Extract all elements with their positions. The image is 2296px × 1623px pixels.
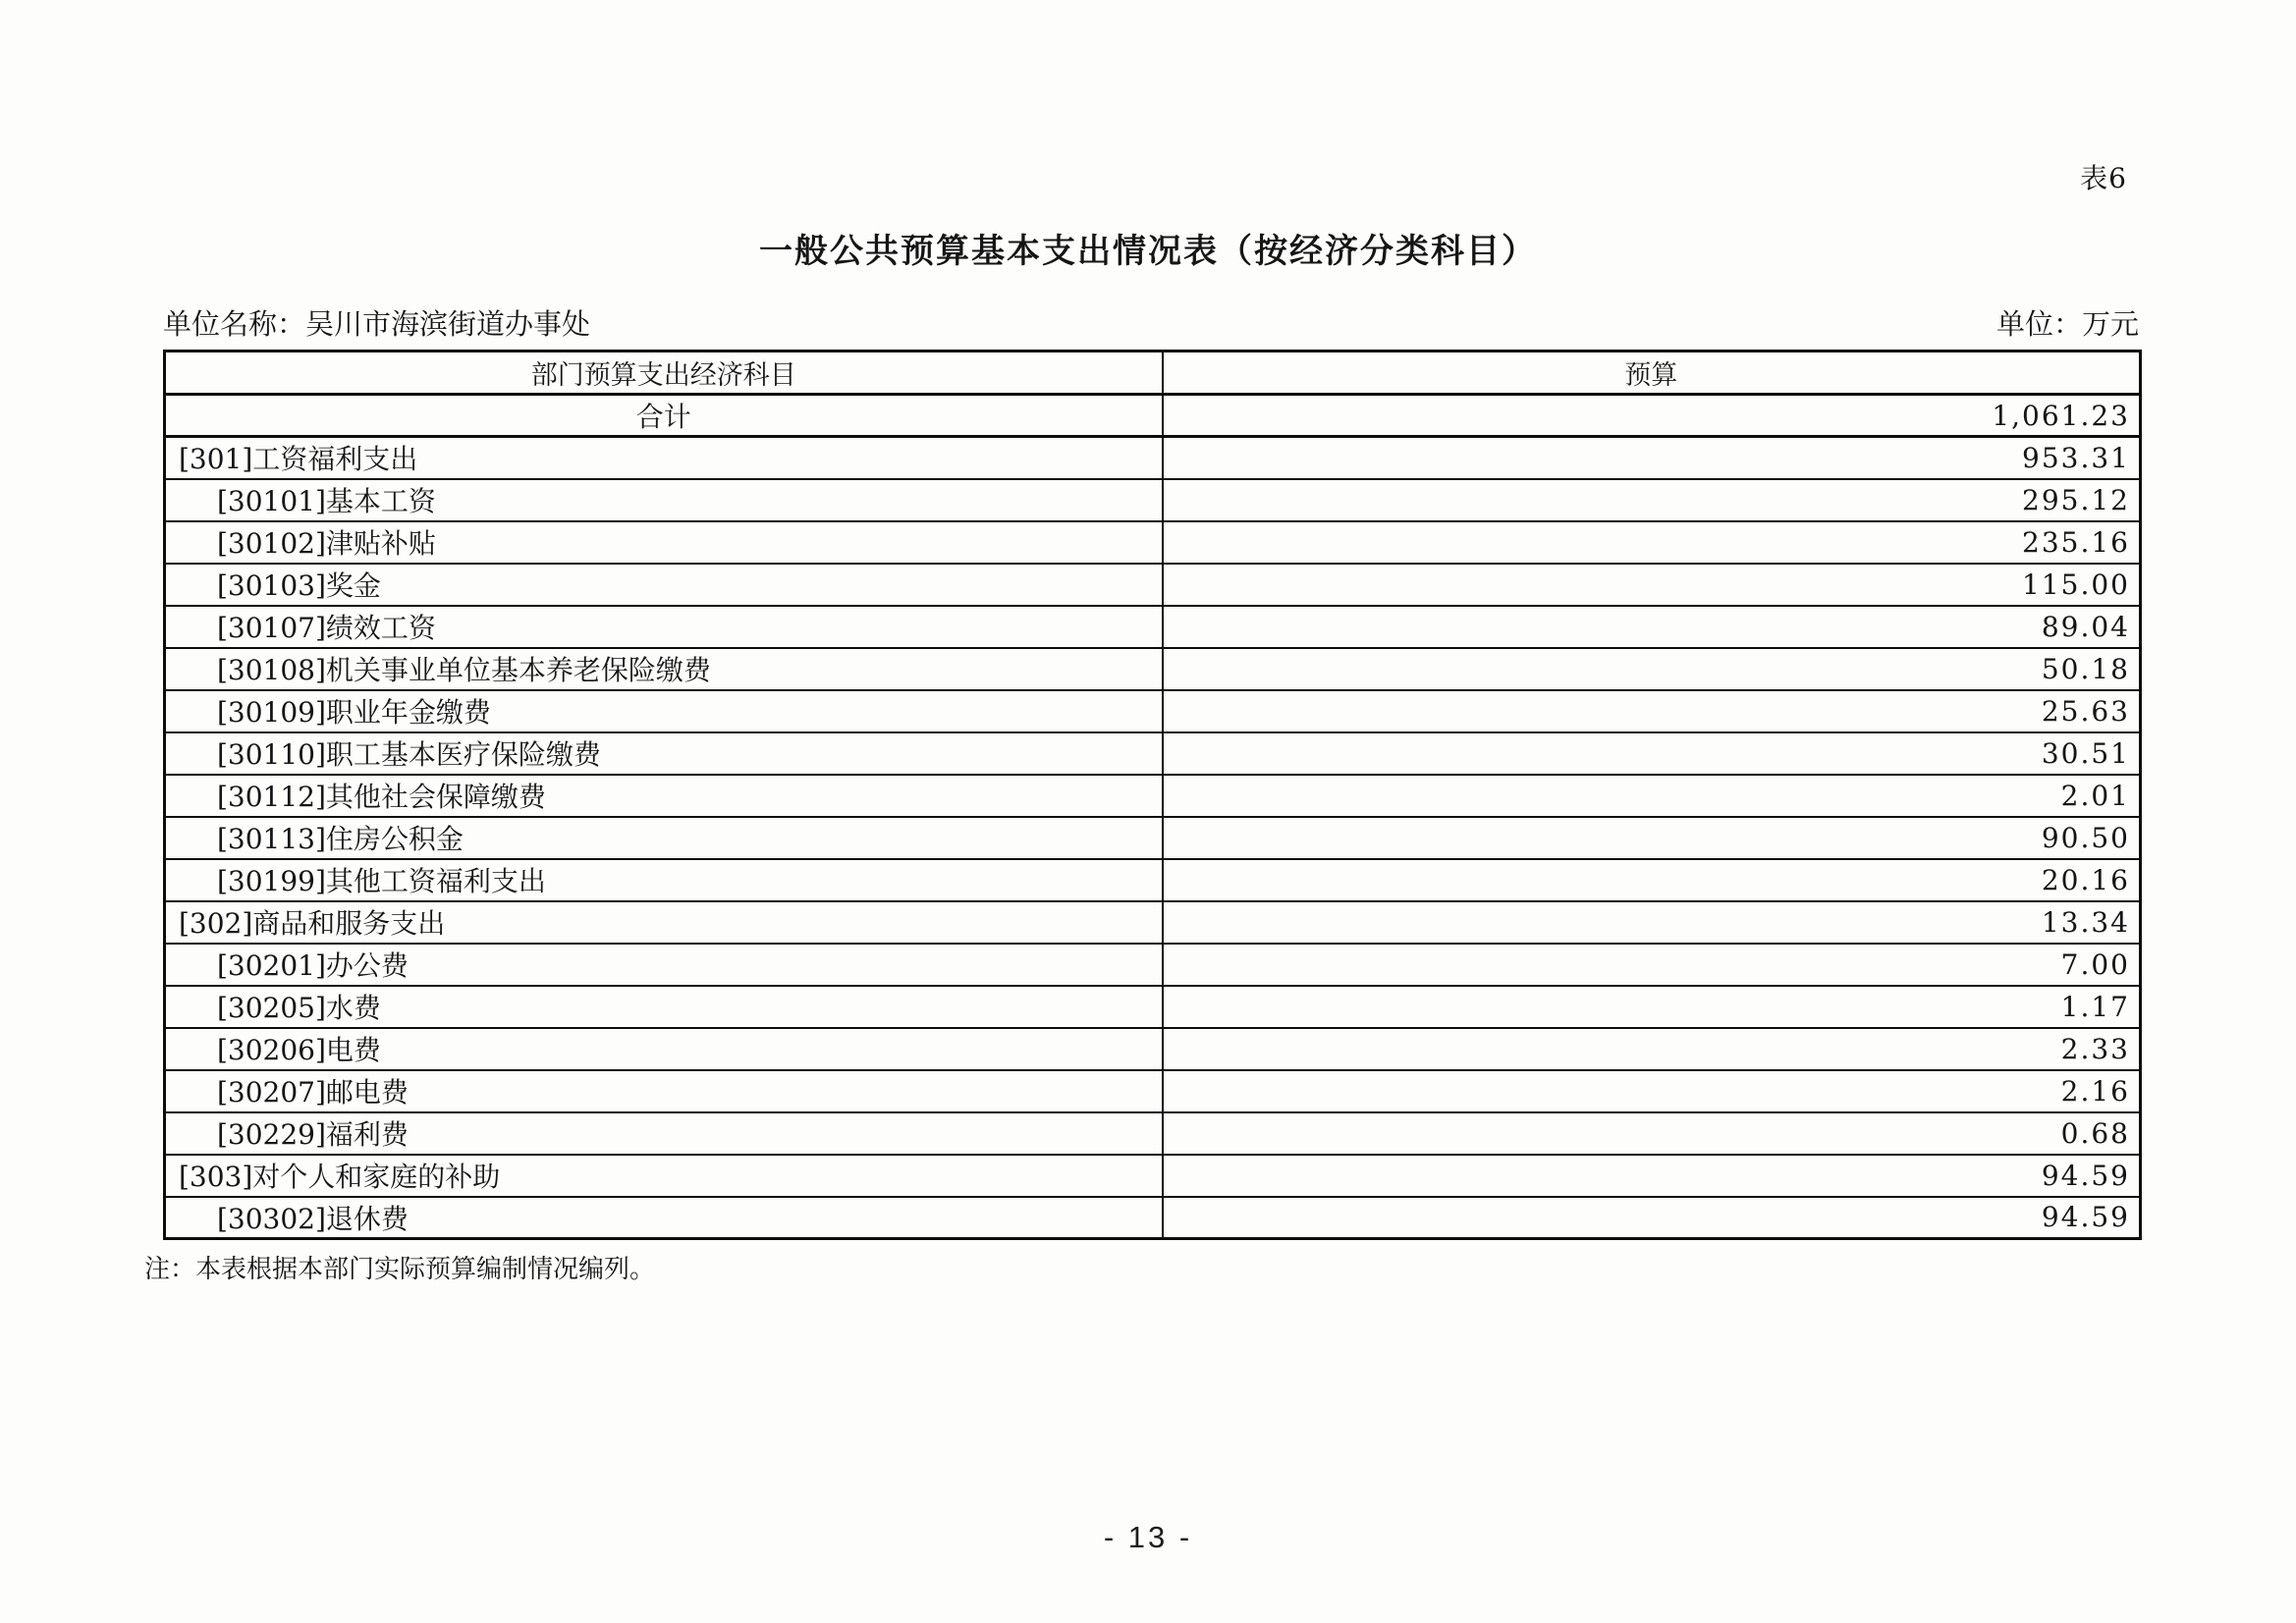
page-title: 一般公共预算基本支出情况表（按经济分类科目） — [759, 232, 1537, 271]
budget-value-cell: 20.16 — [1163, 859, 2141, 901]
subject-cell: [30102]津贴补贴 — [165, 521, 1163, 564]
subject-cell: [30113]住房公积金 — [165, 817, 1163, 859]
budget-value-cell: 89.04 — [1163, 606, 2141, 648]
subject-cell: [30103]奖金 — [165, 564, 1163, 606]
footnote: 注：本表根据本部门实际预算编制情况编列。 — [144, 1255, 656, 1284]
table-row — [165, 479, 2141, 521]
table-row — [165, 690, 2141, 732]
subject-cell: [30101]基本工资 — [165, 479, 1163, 521]
table-header-row — [165, 352, 2141, 395]
budget-value-cell: 7.00 — [1163, 944, 2141, 986]
subject-cell: [30108]机关事业单位基本养老保险缴费 — [165, 648, 1163, 690]
table-row — [165, 648, 2141, 690]
table-row — [165, 1155, 2141, 1197]
table-row — [165, 1112, 2141, 1155]
subject-cell: [30107]绩效工资 — [165, 606, 1163, 648]
budget-value-cell: 2.01 — [1163, 775, 2141, 817]
subject-cell: [30201]办公费 — [165, 944, 1163, 986]
unit-name-label: 单位名称：吴川市海滨街道办事处 — [163, 307, 591, 341]
table-row — [165, 944, 2141, 986]
subject-cell: [30199]其他工资福利支出 — [165, 859, 1163, 901]
budget-value-cell: 13.34 — [1163, 901, 2141, 944]
budget-value-cell: 94.59 — [1163, 1197, 2141, 1239]
budget-value-cell: 94.59 — [1163, 1155, 2141, 1197]
table-row — [165, 1197, 2141, 1239]
table-row — [165, 564, 2141, 606]
table-row — [165, 1028, 2141, 1070]
subject-cell: [30109]职业年金缴费 — [165, 690, 1163, 732]
budget-value-cell: 2.16 — [1163, 1070, 2141, 1112]
budget-value-cell: 115.00 — [1163, 564, 2141, 606]
table-row — [165, 437, 2141, 479]
table-row — [165, 901, 2141, 944]
budget-value-cell: 25.63 — [1163, 690, 2141, 732]
budget-value-cell: 0.68 — [1163, 1112, 2141, 1155]
budget-value-cell: 235.16 — [1163, 521, 2141, 564]
table-row — [165, 732, 2141, 775]
table-row — [165, 1070, 2141, 1112]
budget-value-cell: 2.33 — [1163, 1028, 2141, 1070]
budget-value-cell: 30.51 — [1163, 732, 2141, 775]
subject-cell: [30229]福利费 — [165, 1112, 1163, 1155]
table-row — [165, 606, 2141, 648]
column-header-budget: 预算 — [1163, 352, 2141, 395]
table-row — [165, 395, 2141, 437]
table-number-label: 表6 — [2080, 162, 2127, 194]
page-number: - 13 - — [1103, 1520, 1193, 1554]
subject-cell: [302]商品和服务支出 — [165, 901, 1163, 944]
budget-value-cell: 1.17 — [1163, 986, 2141, 1028]
subject-cell: [30110]职工基本医疗保险缴费 — [165, 732, 1163, 775]
table-row — [165, 859, 2141, 901]
subject-cell: [301]工资福利支出 — [165, 437, 1163, 479]
table-row — [165, 775, 2141, 817]
subject-cell: [30205]水费 — [165, 986, 1163, 1028]
subject-cell: [303]对个人和家庭的补助 — [165, 1155, 1163, 1197]
budget-value-cell: 1,061.23 — [1163, 395, 2141, 437]
table-row — [165, 986, 2141, 1028]
table-row — [165, 521, 2141, 564]
budget-value-cell: 50.18 — [1163, 648, 2141, 690]
column-header-subject: 部门预算支出经济科目 — [165, 352, 1163, 395]
table-row — [165, 817, 2141, 859]
subject-cell: [30207]邮电费 — [165, 1070, 1163, 1112]
unit-info-row — [163, 302, 2139, 343]
budget-table — [163, 350, 2142, 1240]
unit-measure-label: 单位：万元 — [1995, 307, 2139, 341]
subject-cell: [30302]退休费 — [165, 1197, 1163, 1239]
budget-value-cell: 295.12 — [1163, 479, 2141, 521]
subject-cell: [30112]其他社会保障缴费 — [165, 775, 1163, 817]
subject-cell: [30206]电费 — [165, 1028, 1163, 1070]
budget-value-cell: 953.31 — [1163, 437, 2141, 479]
subject-cell: 合计 — [165, 395, 1163, 437]
budget-value-cell: 90.50 — [1163, 817, 2141, 859]
